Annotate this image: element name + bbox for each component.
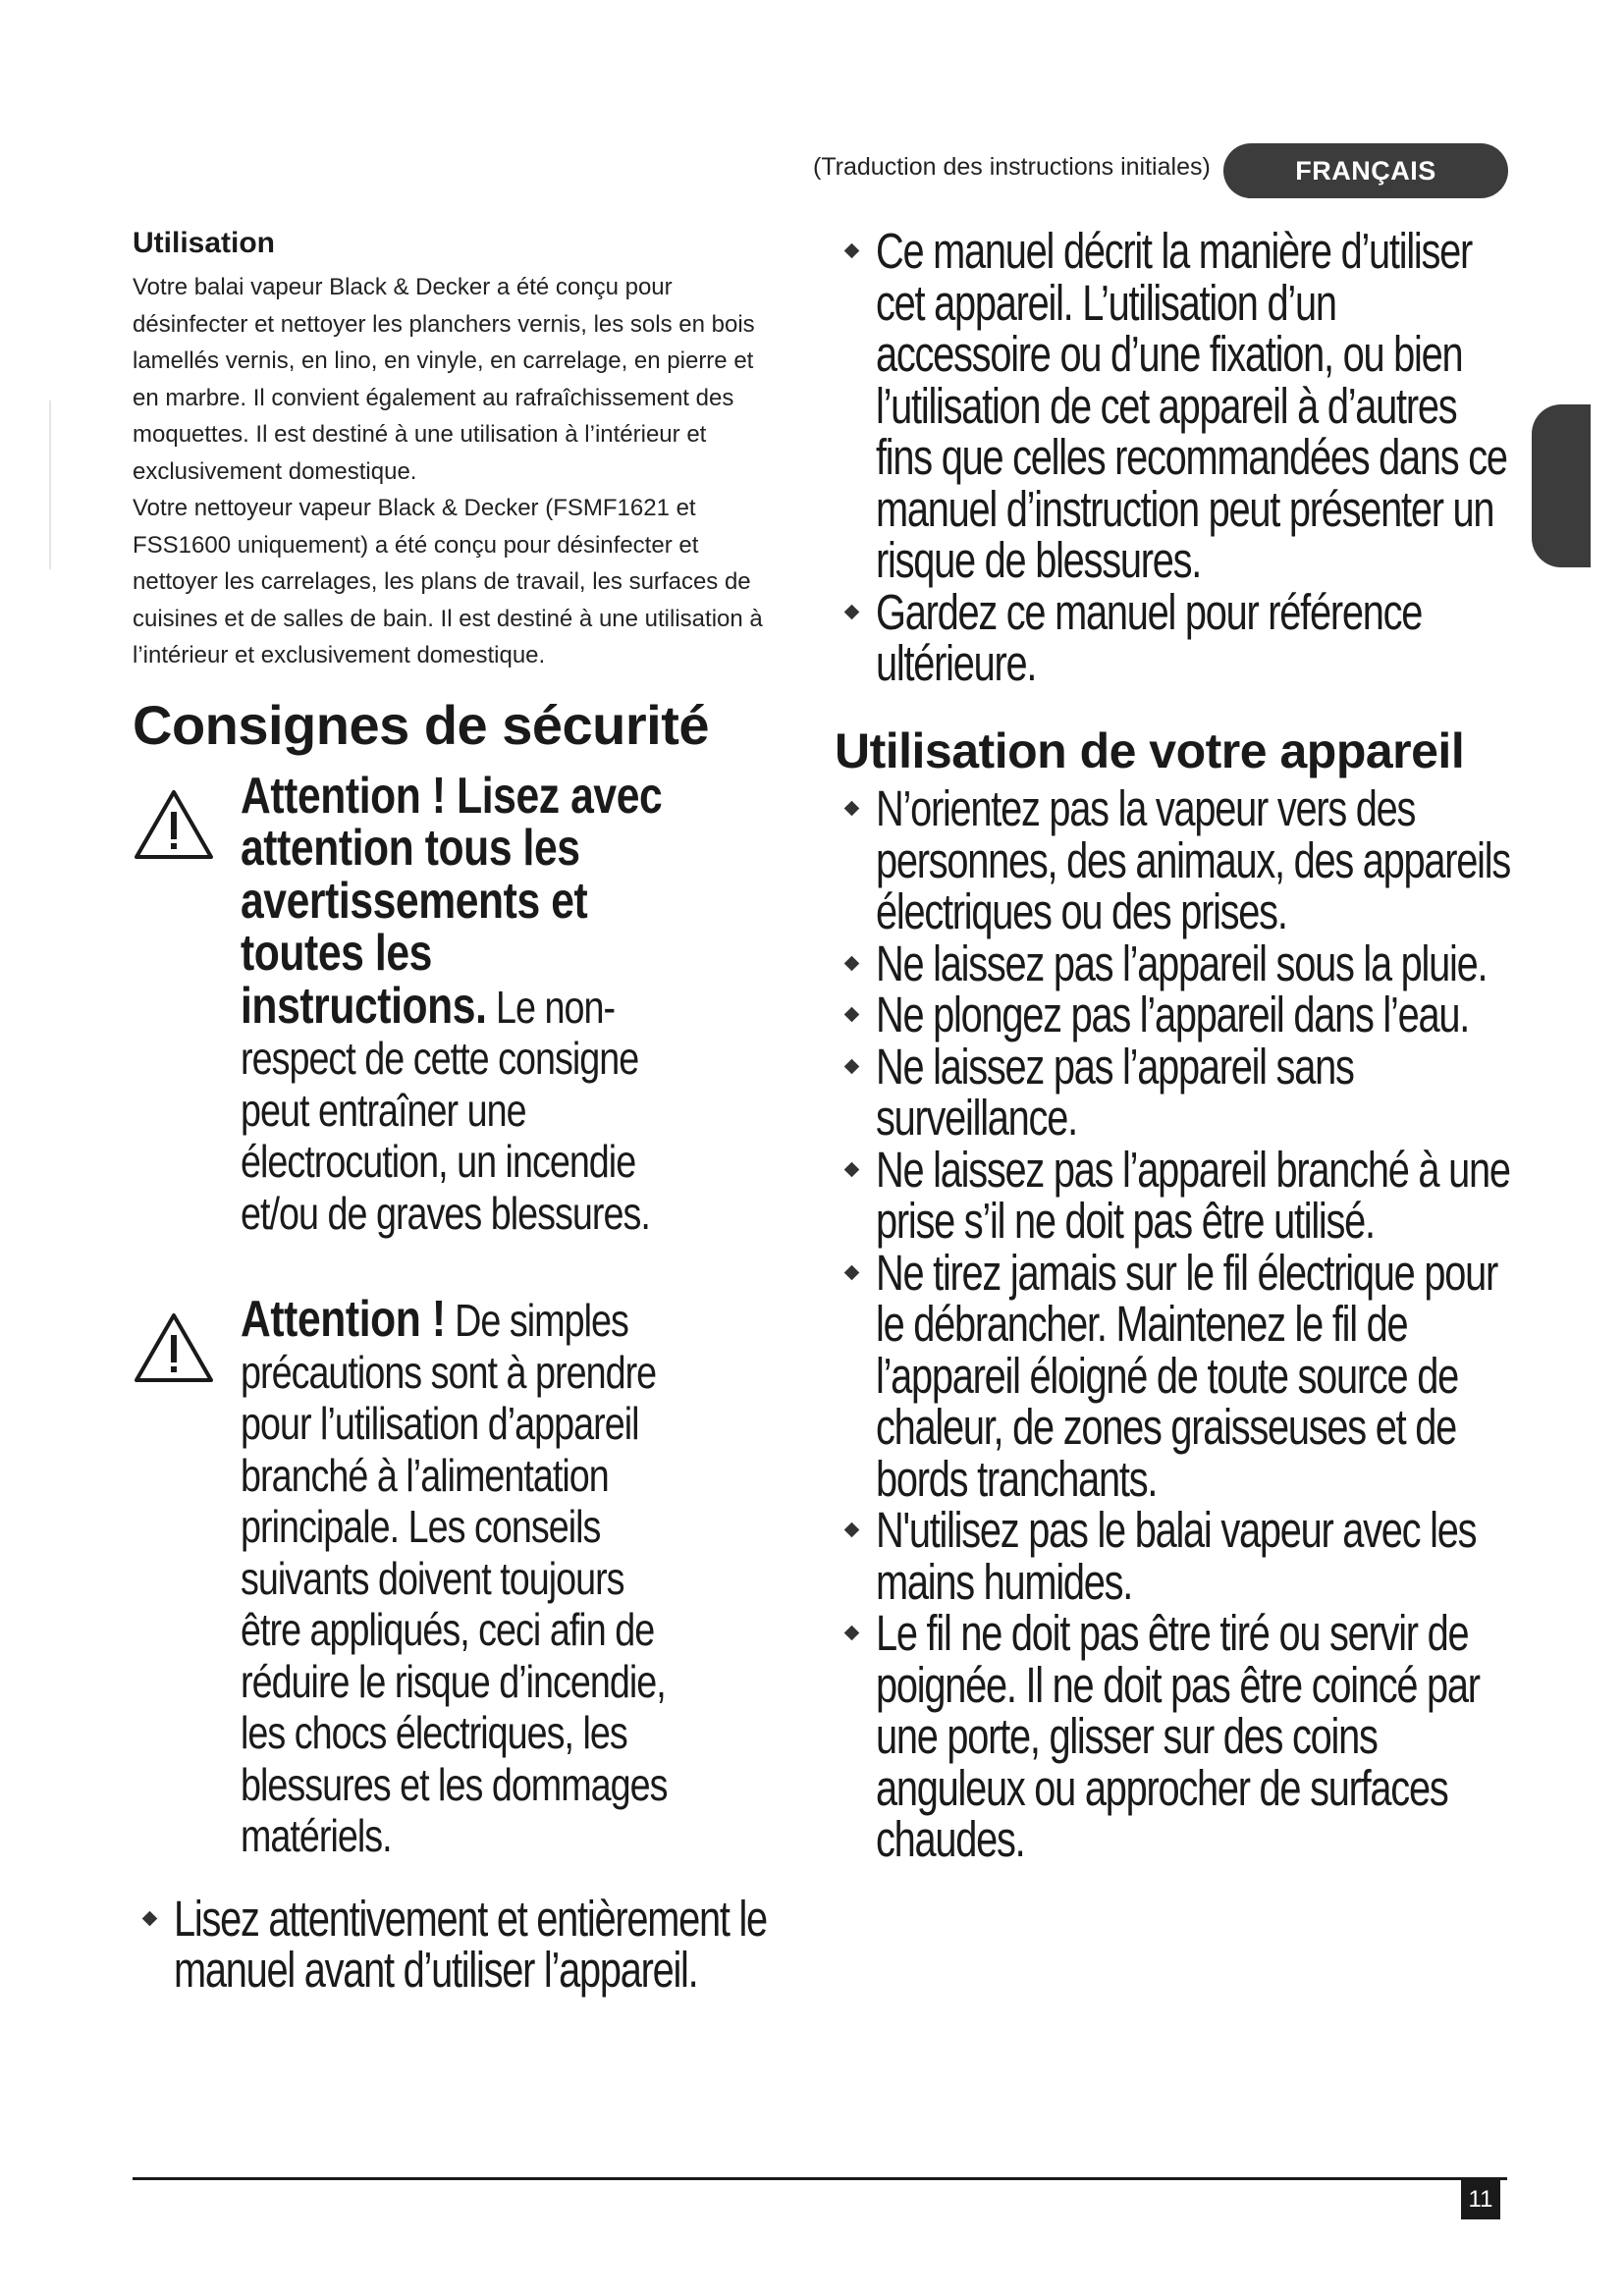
bullet-diamond-icon [844, 801, 860, 817]
utilisation-paragraph-1: Votre balai vapeur Black & Decker a été conçu pour désinfecter et nettoyer les planchers vernis, les sols en bois lamellés vernis, en lino, en vinyle, en carrelage, en pierre et en marbre. Il convient également au rafraîchissement des moquettes. Il est destiné à une utilisation à l’intérieur et exclusivement domestique. [133, 274, 755, 485]
bullet-diamond-icon [142, 1911, 158, 1927]
warning-triangle-icon [133, 1311, 215, 1384]
right-bullet-list-usage [835, 780, 1512, 1867]
warning-2-bold: Attention ! [241, 1291, 446, 1349]
list-item: Ne laissez pas l’appareil sous la pluie. [835, 938, 1512, 990]
utilisation-heading: Utilisation [133, 227, 276, 259]
list-item: N'utilisez pas le balai vapeur avec les mains humides. [835, 1505, 1512, 1608]
warning-1-body: Le non-respect de cette consigne peut entraîner une électrocution, un incendie et/ou de graves blessures. [241, 981, 650, 1239]
list-item: Lisez attentivement et entièrement le manuel avant d’utiliser l’appareil. [133, 1894, 781, 1997]
right-bullet-list-top [835, 223, 1512, 691]
list-item: Ne plongez pas l’appareil dans l’eau. [835, 989, 1512, 1041]
list-item: Gardez ce manuel pour référence ultérieure. [835, 587, 1512, 690]
warning-text-1 [241, 767, 683, 1240]
bullet-diamond-icon [844, 604, 860, 619]
list-item: Ce manuel décrit la manière d’utiliser cet appareil. L’utilisation d’un accessoire ou d’une fixation, ou bien l’utilisation de cet appareil à d’autres fins que celles recommandées dans ce manuel d’instruction peut présenter un risque de blessures. [835, 226, 1512, 587]
left-column [133, 226, 781, 1997]
bullet-diamond-icon [844, 1264, 860, 1280]
list-item: Ne tirez jamais sur le fil électrique pour le débrancher. Maintenez le fil de l’appareil éloigné de toute source de chaleur, de zones graisseuses et de bords tranchants. [835, 1248, 1512, 1506]
safety-heading: Consignes de sécurité [133, 693, 710, 756]
utilisation-paragraph-2: Votre nettoyeur vapeur Black & Decker (FSMF1621 et FSS1600 uniquement) a été conçu pour désinfecter et nettoyer les carrelages, les plans de travail, les surfaces de cuisines et de salles de bain. Il est destiné à une utilisation à l’intérieur et exclusivement domestique. [133, 495, 763, 668]
list-item: Le fil ne doit pas être tiré ou servir de poignée. Il ne doit pas être coincé par une porte, glisser sur des coins anguleux ou approcher de surfaces chaudes. [835, 1608, 1512, 1866]
warning-1-bold: Attention ! Lisez avec attention tous les avertissements et toutes les instructions. [241, 767, 663, 1035]
bullet-diamond-icon [844, 1007, 860, 1023]
warning-2-body: De simples précautions sont à prendre pour l’utilisation d’appareil branché à l’alimentation principale. Les conseils suivants doivent toujours être appliqués, ceci afin de réduire le risque d’incendie, les chocs électriques, les blessures et les dommages matériels. [241, 1295, 668, 1862]
bullet-diamond-icon [844, 1058, 860, 1074]
list-item: N’orientez pas la vapeur vers des personnes, des animaux, des appareils électriques ou des prises. [835, 783, 1512, 938]
warning-block-2 [133, 1291, 781, 1862]
bullet-diamond-icon [844, 1161, 860, 1177]
bullet-diamond-icon [844, 955, 860, 971]
usage-heading: Utilisation de votre appareil [835, 722, 1465, 778]
right-column [835, 223, 1512, 1867]
page-number: 11 [1461, 2180, 1500, 2219]
warning-text-2 [241, 1291, 683, 1862]
warning-block-1 [133, 767, 781, 1240]
bullet-diamond-icon [844, 1626, 860, 1641]
warning-triangle-icon [133, 788, 215, 861]
list-item: Ne laissez pas l’appareil branché à une prise s’il ne doit pas être utilisé. [835, 1145, 1512, 1248]
footer-rule [133, 2177, 1507, 2180]
bullet-diamond-icon [844, 1522, 860, 1538]
section-side-tab [1532, 404, 1591, 567]
list-item: Ne laissez pas l’appareil sans surveillance. [835, 1041, 1512, 1145]
margin-mark [49, 400, 51, 569]
language-tab: FRANÇAIS [1223, 143, 1508, 198]
left-bullet-list [133, 1890, 781, 1999]
translation-note: (Traduction des instructions initiales) [813, 153, 1211, 181]
bullet-diamond-icon [844, 243, 860, 259]
